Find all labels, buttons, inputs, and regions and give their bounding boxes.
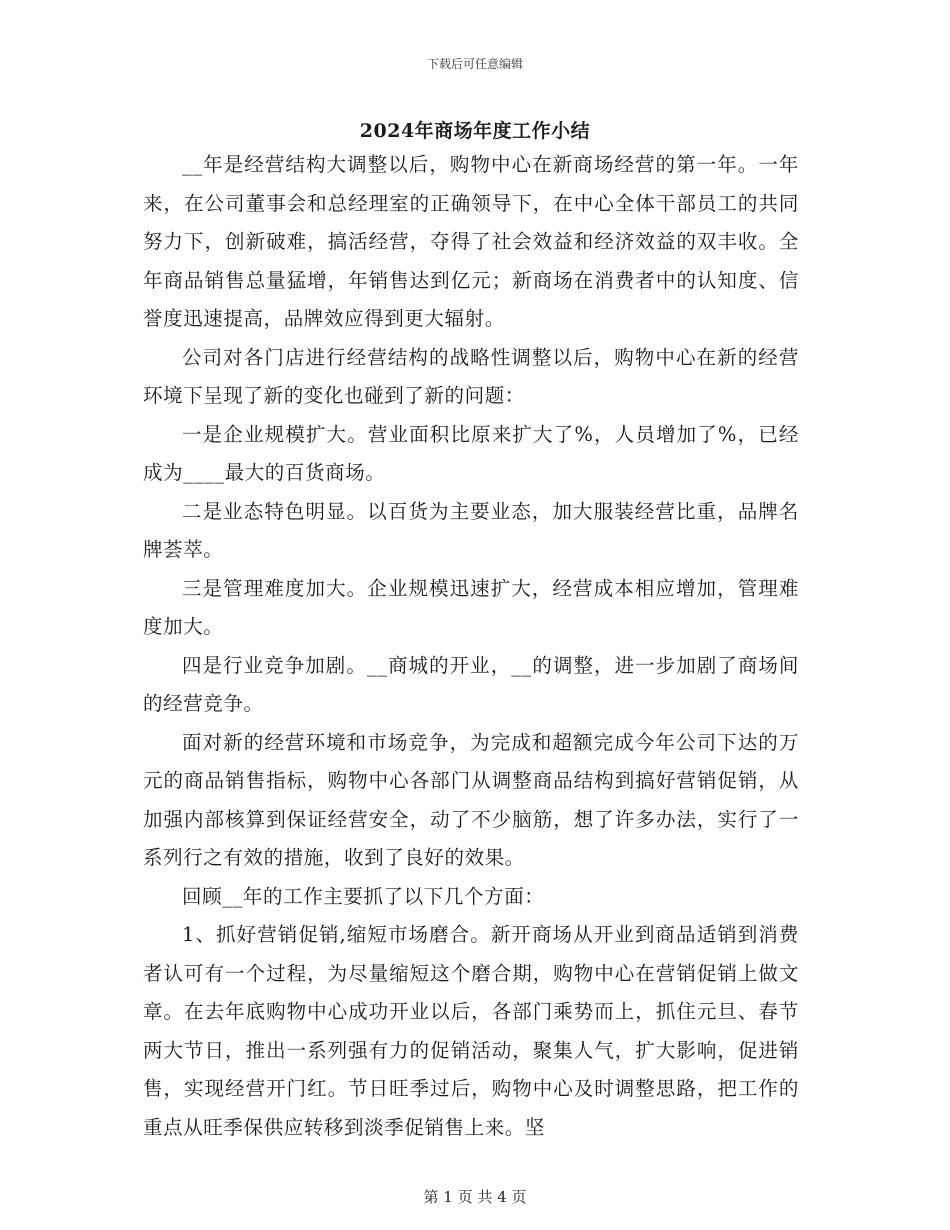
paragraph-3: 一是企业规模扩大。营业面积比原来扩大了%，人员增加了%，已经成为____最大的百货商场。: [143, 422, 799, 484]
paragraph-7: 面对新的经营环境和市场竞争，为完成和超额完成今年公司下达的万元的商品销售指标，购物中心各部门从调整商品结构到搞好营销促销，从加强内部核算到保证经营安全，动了不少脑筋，想了许多办法，实行了一系列行之有效的措施，收到了良好的效果。: [143, 730, 799, 869]
paragraph-1: __年是经营结构大调整以后，购物中心在新商场经营的第一年。一年来，在公司董事会和总经理室的正确领导下，在中心全体干部员工的共同努力下，创新破难，搞活经营，夺得了社会效益和经济效益的双丰收。全年商品销售总量猛增，年销售达到亿元；新商场在消费者中的认知度、信誉度迅速提高，品牌效应得到更大辐射。: [143, 153, 799, 330]
page-number: 第 1 页 共 4 页: [423, 1188, 527, 1206]
paragraph-4: 二是业态特色明显。以百货为主要业态，加大服装经营比重，品牌名牌荟萃。: [143, 499, 799, 561]
paragraph-9: 1、抓好营销促销,缩短市场磨合。新开商场从开业到商品适销到消费者认可有一个过程，为尽量缩短这个磨合期，购物中心在营销促销上做文章。在去年底购物中心成功开业以后，各部门乘势而上，抓住元旦、春节两大节日，推出一系列强有力的促销活动，聚集人气，扩大影响，促进销售，实现经营开门红。节日旺季过后，购物中心及时调整思路，把工作的重点从旺季保供应转移到淡季促销售上来。坚: [143, 923, 799, 1139]
header-note: 下载后可任意编辑: [426, 57, 523, 71]
paragraph-8: 回顾__年的工作主要抓了以下几个方面：: [182, 884, 545, 908]
paragraph-2: 公司对各门店进行经营结构的战略性调整以后，购物中心在新的经营环境下呈现了新的变化也碰到了新的问题：: [143, 345, 799, 407]
paragraph-5: 三是管理难度加大。企业规模迅速扩大，经营成本相应增加，管理难度加大。: [143, 576, 799, 638]
document-title: 2024年商场年度工作小结: [359, 120, 591, 142]
document-body: [143, 146, 799, 1147]
paragraph-6: 四是行业竞争加剧。__商城的开业，__的调整，进一步加剧了商场间的经营竞争。: [143, 653, 799, 715]
